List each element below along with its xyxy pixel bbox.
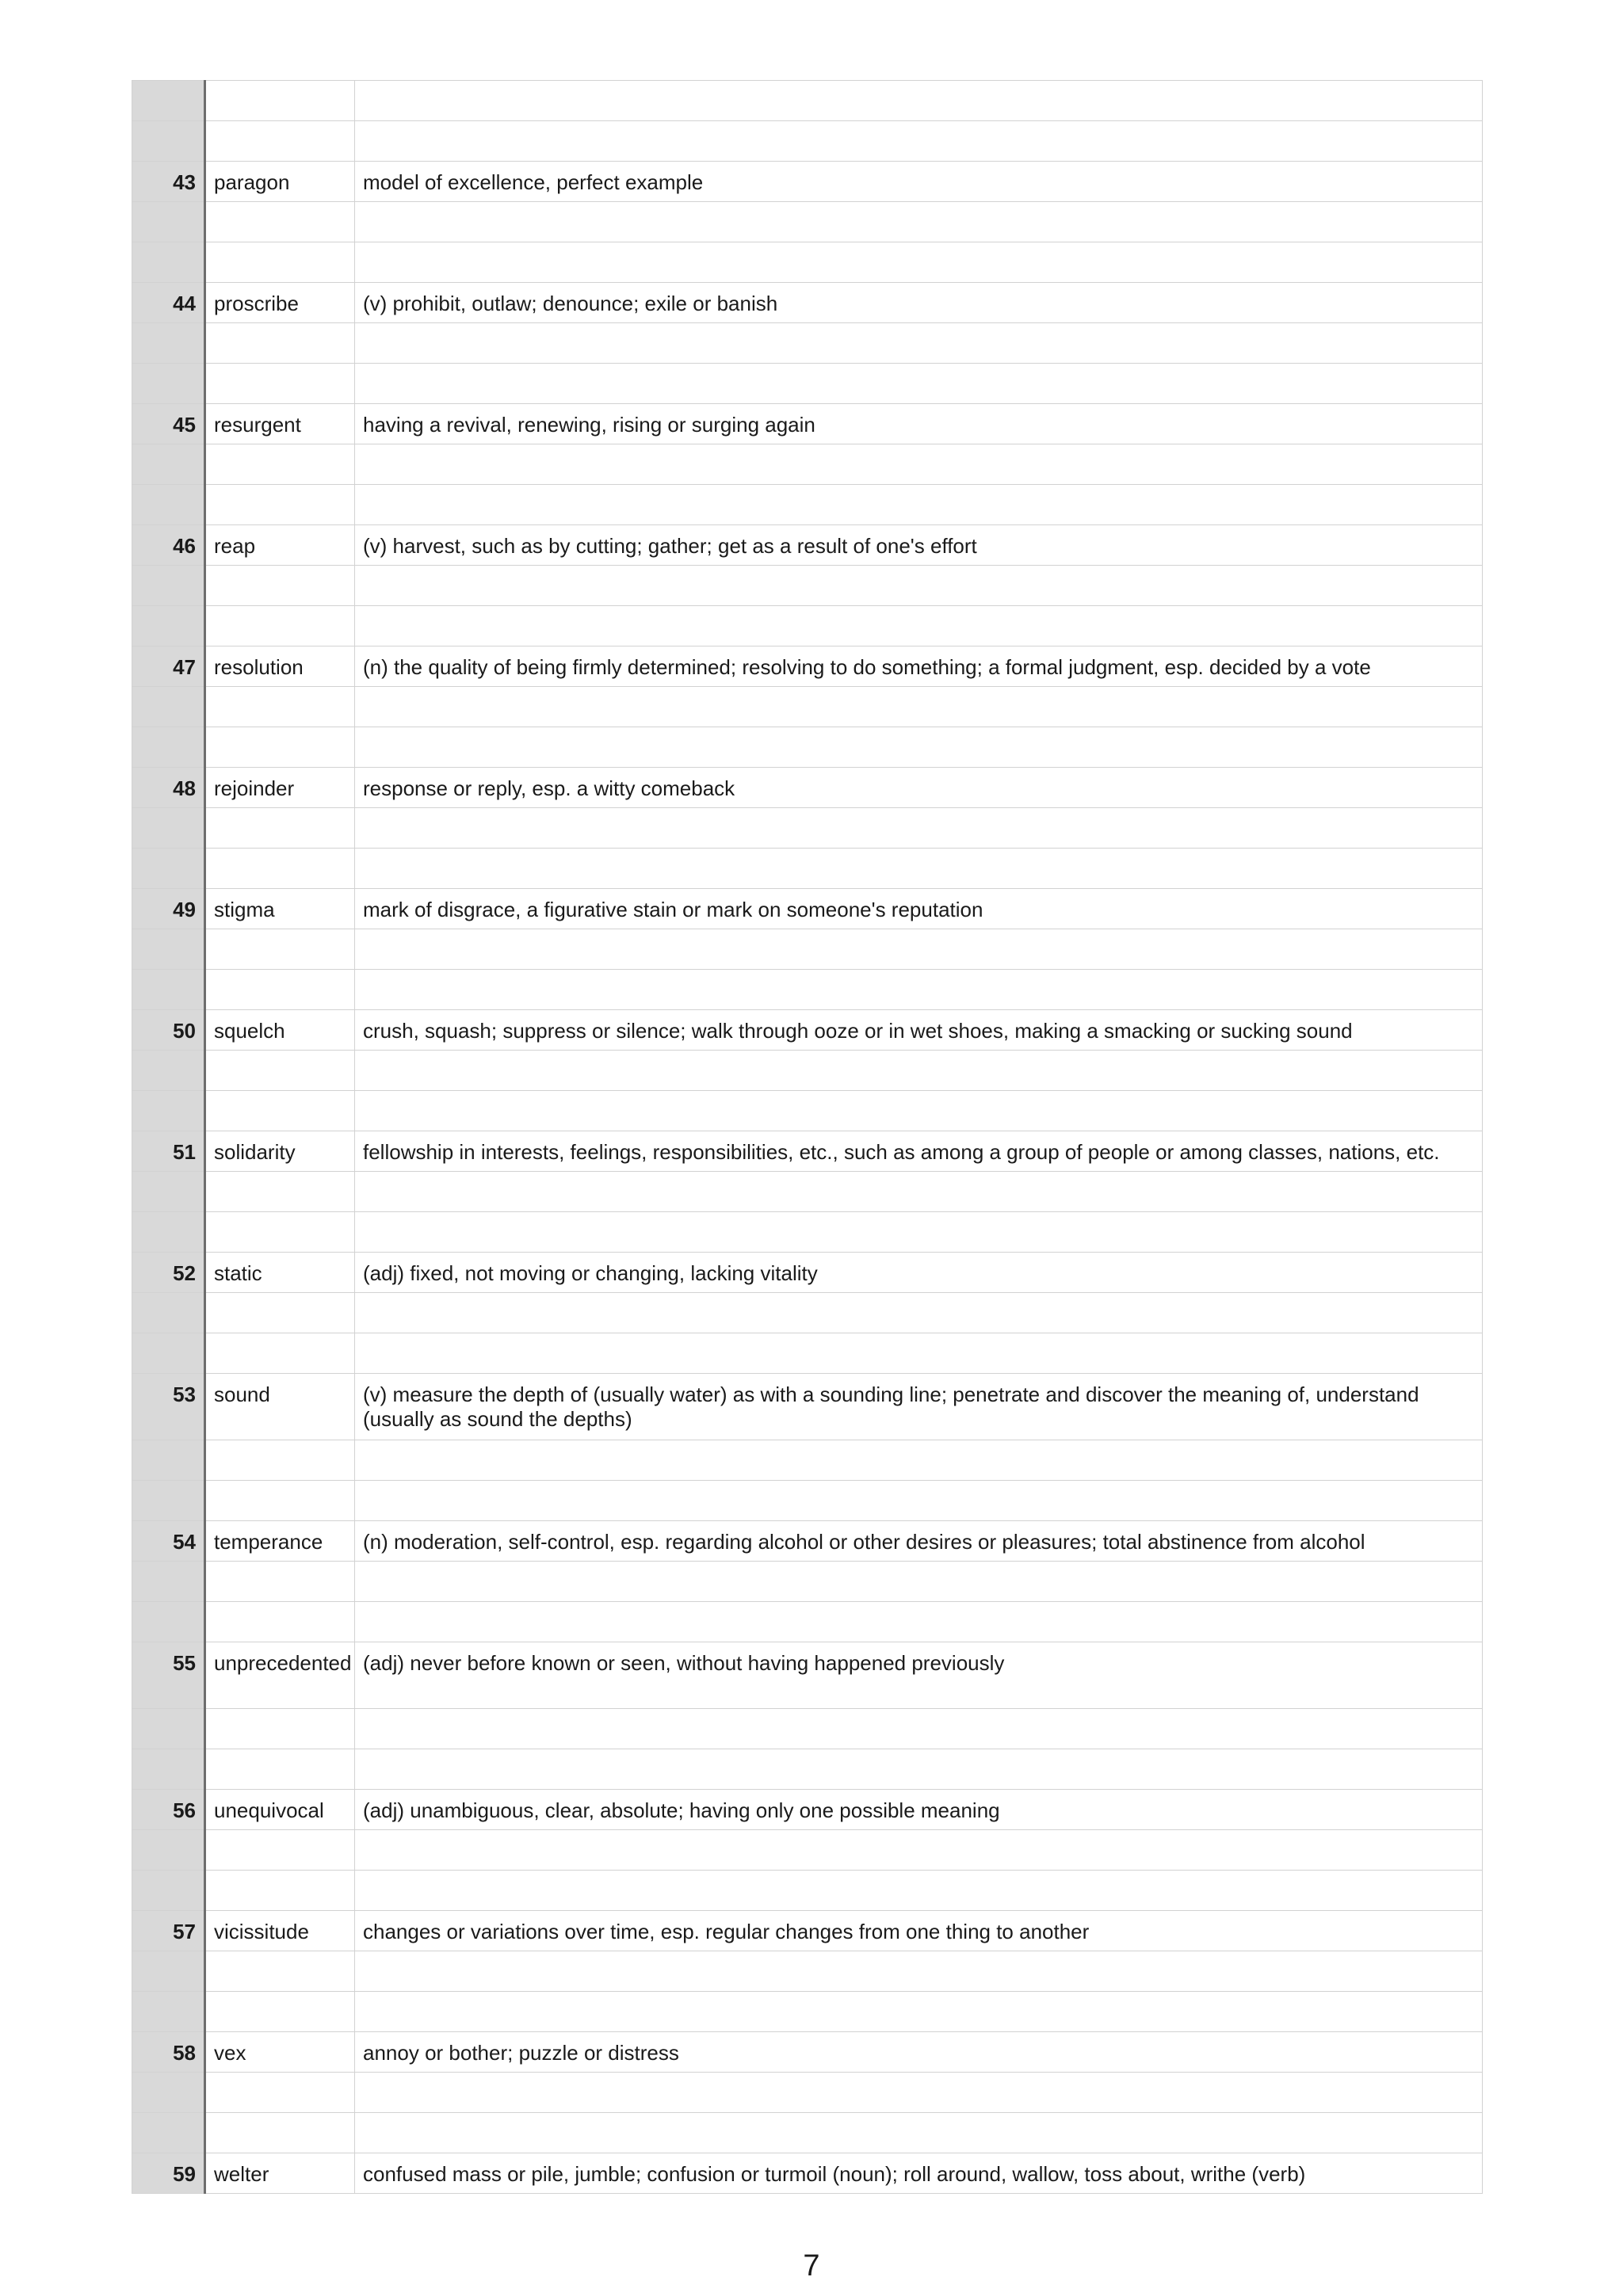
definition-cell: (v) measure the depth of (usually water) as with a sounding line; penetrate and discover the meaning of, understand (usually as sound the depths) [355, 1374, 1483, 1440]
row-number-cell [132, 606, 205, 646]
word-cell: squelch [205, 1010, 355, 1051]
row-number-cell: 52 [132, 1253, 205, 1293]
row-number-cell [132, 1602, 205, 1642]
definition-cell [355, 1871, 1483, 1911]
vocab-row-47 [132, 646, 1483, 687]
vocab-row-49 [132, 889, 1483, 929]
definition-cell [355, 1602, 1483, 1642]
word-cell: reap [205, 525, 355, 566]
row-number-cell: 55 [132, 1642, 205, 1709]
definition-cell [355, 364, 1483, 404]
row-number-cell [132, 1992, 205, 2032]
row-number-cell [132, 566, 205, 606]
word-cell: unprecedented [205, 1642, 355, 1709]
definition-cell [355, 970, 1483, 1010]
vocab-row-58 [132, 2032, 1483, 2073]
word-cell: solidarity [205, 1131, 355, 1172]
row-number-cell: 51 [132, 1131, 205, 1172]
row-number-cell: 59 [132, 2153, 205, 2194]
word-cell [205, 1212, 355, 1253]
spacer-row [132, 202, 1483, 242]
word-cell [205, 2073, 355, 2113]
vocabulary-table [132, 80, 1483, 2194]
definition-cell [355, 606, 1483, 646]
spacer-row [132, 1293, 1483, 1333]
word-cell [205, 364, 355, 404]
row-number-cell [132, 364, 205, 404]
spacer-row [132, 1709, 1483, 1749]
row-number-cell [132, 1830, 205, 1871]
row-number-cell [132, 1091, 205, 1131]
word-cell [205, 1709, 355, 1749]
definition-cell: changes or variations over time, esp. regular changes from one thing to another [355, 1911, 1483, 1951]
word-cell [205, 444, 355, 485]
row-number-cell [132, 808, 205, 849]
definition-cell: mark of disgrace, a figurative stain or mark on someone's reputation [355, 889, 1483, 929]
word-cell [205, 808, 355, 849]
row-number-cell [132, 121, 205, 162]
row-number-cell: 54 [132, 1521, 205, 1562]
definition-cell [355, 727, 1483, 768]
row-number-cell: 56 [132, 1790, 205, 1830]
row-number-cell [132, 1212, 205, 1253]
page-number: 7 [803, 2249, 820, 2283]
vocab-row-52 [132, 1253, 1483, 1293]
row-number-cell [132, 242, 205, 283]
definition-cell: (adj) unambiguous, clear, absolute; having only one possible meaning [355, 1790, 1483, 1830]
vocab-row-46 [132, 525, 1483, 566]
word-cell: unequivocal [205, 1790, 355, 1830]
word-cell [205, 606, 355, 646]
row-number-cell [132, 1440, 205, 1481]
spacer-row [132, 364, 1483, 404]
spacer-row [132, 323, 1483, 364]
spacer-row [132, 1830, 1483, 1871]
spacer-row [132, 1212, 1483, 1253]
definition-cell [355, 1091, 1483, 1131]
row-number-cell: 53 [132, 1374, 205, 1440]
definition-cell [355, 1293, 1483, 1333]
definition-cell [355, 1212, 1483, 1253]
word-cell: sound [205, 1374, 355, 1440]
spacer-row [132, 1749, 1483, 1790]
row-number-cell [132, 727, 205, 768]
definition-cell [355, 1440, 1483, 1481]
word-cell: welter [205, 2153, 355, 2194]
row-number-cell [132, 970, 205, 1010]
word-cell [205, 1051, 355, 1091]
spacer-row [132, 727, 1483, 768]
spacer-row [132, 1481, 1483, 1521]
word-cell [205, 1481, 355, 1521]
definition-cell [355, 566, 1483, 606]
definition-cell: (v) harvest, such as by cutting; gather; get as a result of one's effort [355, 525, 1483, 566]
vocab-row-59 [132, 2153, 1483, 2194]
definition-cell: (adj) fixed, not moving or changing, lacking vitality [355, 1253, 1483, 1293]
word-cell: proscribe [205, 283, 355, 323]
vocab-row-57 [132, 1911, 1483, 1951]
row-number-cell [132, 929, 205, 970]
definition-cell [355, 849, 1483, 889]
definition-cell: model of excellence, perfect example [355, 162, 1483, 202]
spacer-row [132, 970, 1483, 1010]
word-cell [205, 2113, 355, 2153]
row-number-cell: 58 [132, 2032, 205, 2073]
definition-cell: annoy or bother; puzzle or distress [355, 2032, 1483, 2073]
definition-cell: having a revival, renewing, rising or surging again [355, 404, 1483, 444]
definition-cell [355, 2073, 1483, 2113]
definition-cell [355, 1709, 1483, 1749]
vocab-row-50 [132, 1010, 1483, 1051]
definition-cell: (v) prohibit, outlaw; denounce; exile or banish [355, 283, 1483, 323]
vocab-row-55 [132, 1642, 1483, 1709]
row-number-cell [132, 444, 205, 485]
word-cell [205, 485, 355, 525]
row-number-cell [132, 485, 205, 525]
word-cell [205, 121, 355, 162]
definition-cell [355, 687, 1483, 727]
row-number-cell: 48 [132, 768, 205, 808]
row-number-cell: 57 [132, 1911, 205, 1951]
spacer-row [132, 1951, 1483, 1992]
spacer-row [132, 929, 1483, 970]
row-number-cell [132, 1951, 205, 1992]
spacer-row [132, 849, 1483, 889]
definition-cell: (n) moderation, self-control, esp. regarding alcohol or other desires or pleasures; total abstinence from alcohol [355, 1521, 1483, 1562]
word-cell [205, 1440, 355, 1481]
definition-cell [355, 1481, 1483, 1521]
definition-cell: fellowship in interests, feelings, responsibilities, etc., such as among a group of people or among classes, nations, etc. [355, 1131, 1483, 1172]
spacer-row [132, 566, 1483, 606]
definition-cell: crush, squash; suppress or silence; walk through ooze or in wet shoes, making a smacking or sucking sound [355, 1010, 1483, 1051]
row-number-cell: 45 [132, 404, 205, 444]
definition-cell [355, 81, 1483, 121]
word-cell [205, 970, 355, 1010]
definition-cell [355, 1992, 1483, 2032]
row-number-cell [132, 849, 205, 889]
word-cell [205, 323, 355, 364]
word-cell: temperance [205, 1521, 355, 1562]
definition-cell: (n) the quality of being firmly determined; resolving to do something; a formal judgment, esp. decided by a vote [355, 646, 1483, 687]
row-number-cell [132, 1051, 205, 1091]
word-cell: stigma [205, 889, 355, 929]
vocab-row-45 [132, 404, 1483, 444]
vocabulary-table-body [132, 81, 1483, 2194]
definition-cell [355, 1051, 1483, 1091]
word-cell [205, 929, 355, 970]
word-cell: vex [205, 2032, 355, 2073]
definition-cell [355, 485, 1483, 525]
definition-cell: confused mass or pile, jumble; confusion or turmoil (noun); roll around, wallow, toss about, writhe (verb) [355, 2153, 1483, 2194]
word-cell [205, 1871, 355, 1911]
word-cell [205, 1091, 355, 1131]
row-number-cell [132, 1749, 205, 1790]
word-cell: rejoinder [205, 768, 355, 808]
row-number-cell [132, 687, 205, 727]
spacer-row [132, 2113, 1483, 2153]
word-cell: resolution [205, 646, 355, 687]
spacer-row [132, 1992, 1483, 2032]
word-cell [205, 202, 355, 242]
word-cell [205, 81, 355, 121]
word-cell [205, 1992, 355, 2032]
definition-cell: response or reply, esp. a witty comeback [355, 768, 1483, 808]
spacer-row [132, 81, 1483, 121]
spacer-row [132, 1440, 1483, 1481]
word-cell: paragon [205, 162, 355, 202]
row-number-cell: 44 [132, 283, 205, 323]
row-number-cell [132, 1481, 205, 1521]
row-number-cell [132, 81, 205, 121]
definition-cell [355, 929, 1483, 970]
word-cell [205, 566, 355, 606]
definition-cell [355, 1951, 1483, 1992]
row-number-cell [132, 1172, 205, 1212]
definition-cell [355, 1333, 1483, 1374]
definition-cell [355, 2113, 1483, 2153]
vocab-row-48 [132, 768, 1483, 808]
definition-cell [355, 242, 1483, 283]
word-cell: vicissitude [205, 1911, 355, 1951]
word-cell: static [205, 1253, 355, 1293]
definition-cell [355, 121, 1483, 162]
word-cell [205, 1333, 355, 1374]
row-number-cell: 43 [132, 162, 205, 202]
spacer-row [132, 1333, 1483, 1374]
row-number-cell [132, 1333, 205, 1374]
word-cell [205, 687, 355, 727]
definition-cell: (adj) never before known or seen, without having happened previously [355, 1642, 1483, 1709]
word-cell [205, 1602, 355, 1642]
spacer-row [132, 1051, 1483, 1091]
word-cell [205, 1562, 355, 1602]
spacer-row [132, 1602, 1483, 1642]
definition-cell [355, 1830, 1483, 1871]
definition-cell [355, 1562, 1483, 1602]
definition-cell [355, 1172, 1483, 1212]
vocab-row-44 [132, 283, 1483, 323]
spacer-row [132, 121, 1483, 162]
row-number-cell [132, 1871, 205, 1911]
row-number-cell [132, 2113, 205, 2153]
definition-cell [355, 444, 1483, 485]
row-number-cell: 50 [132, 1010, 205, 1051]
row-number-cell [132, 1293, 205, 1333]
word-cell [205, 1830, 355, 1871]
spacer-row [132, 687, 1483, 727]
spacer-row [132, 808, 1483, 849]
word-cell [205, 849, 355, 889]
word-cell [205, 727, 355, 768]
vocab-row-43 [132, 162, 1483, 202]
spacer-row [132, 606, 1483, 646]
vocab-row-56 [132, 1790, 1483, 1830]
spacer-row [132, 2073, 1483, 2113]
row-number-cell: 47 [132, 646, 205, 687]
word-cell [205, 1951, 355, 1992]
row-number-cell [132, 1709, 205, 1749]
spacer-row [132, 444, 1483, 485]
row-number-cell [132, 202, 205, 242]
word-cell [205, 1293, 355, 1333]
spacer-row [132, 1562, 1483, 1602]
definition-cell [355, 1749, 1483, 1790]
spacer-row [132, 1871, 1483, 1911]
row-number-cell: 46 [132, 525, 205, 566]
row-number-cell: 49 [132, 889, 205, 929]
definition-cell [355, 202, 1483, 242]
vocab-row-54 [132, 1521, 1483, 1562]
spacer-row [132, 1091, 1483, 1131]
word-cell [205, 1749, 355, 1790]
word-cell: resurgent [205, 404, 355, 444]
spacer-row [132, 1172, 1483, 1212]
definition-cell [355, 323, 1483, 364]
row-number-cell [132, 1562, 205, 1602]
vocab-row-53 [132, 1374, 1483, 1440]
spacer-row [132, 242, 1483, 283]
word-cell [205, 242, 355, 283]
row-number-cell [132, 2073, 205, 2113]
word-cell [205, 1172, 355, 1212]
row-number-cell [132, 323, 205, 364]
vocab-row-51 [132, 1131, 1483, 1172]
spacer-row [132, 485, 1483, 525]
definition-cell [355, 808, 1483, 849]
